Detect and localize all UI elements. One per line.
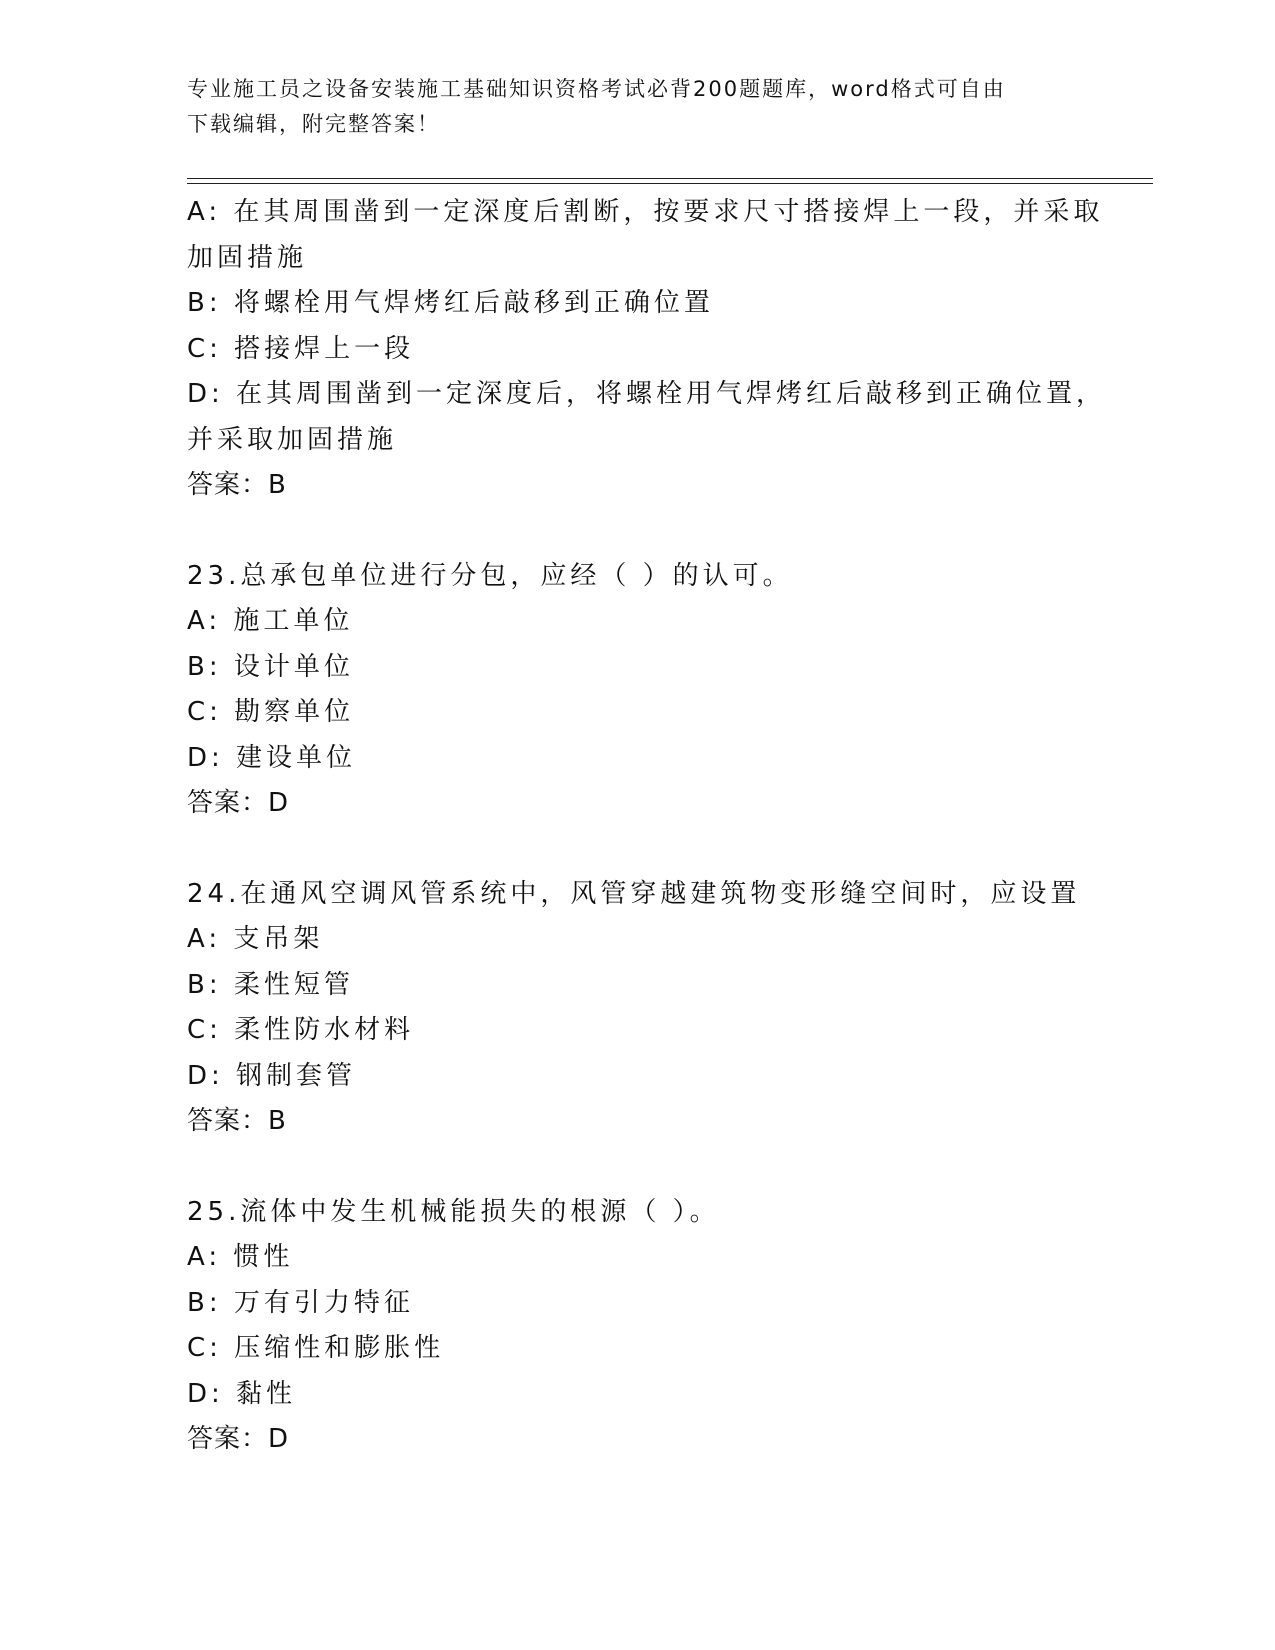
header-divider-top bbox=[187, 178, 1153, 179]
header-divider-bottom bbox=[187, 183, 1153, 184]
header-line-2: 下载编辑，附完整答案！ bbox=[187, 112, 440, 136]
option-b: B: 柔性短管 bbox=[187, 969, 354, 1000]
option-d: D: 黏性 bbox=[187, 1378, 297, 1409]
header-line-1: 专业施工员之设备安装施工基础知识资格考试必背200题题库，word格式可自由 bbox=[187, 77, 1006, 101]
answer: 答案：B bbox=[187, 1106, 287, 1136]
option-a: A: 支吊架 bbox=[187, 924, 324, 954]
spacer bbox=[187, 509, 1087, 554]
option-b: B: 万有引力特征 bbox=[187, 1287, 414, 1318]
question-stem: 25.流体中发生机械能损失的根源（ ）。 bbox=[187, 1196, 720, 1227]
option-a: A: 施工单位 bbox=[187, 606, 354, 636]
option-c: C: 勘察单位 bbox=[187, 697, 355, 727]
option-a-line-2: 加固措施 bbox=[187, 242, 308, 273]
option-c: C: 柔性防水材料 bbox=[187, 1015, 415, 1045]
question-stem: 23.总承包单位进行分包，应经（ ）的认可。 bbox=[187, 560, 793, 591]
answer: 答案：B bbox=[187, 470, 287, 500]
question-block-22 bbox=[187, 190, 1107, 509]
question-block-24 bbox=[187, 872, 1087, 1145]
spacer bbox=[187, 1145, 1087, 1190]
answer: 答案：D bbox=[187, 788, 290, 818]
question-stem: 24.在通风空调风管系统中，风管穿越建筑物变形缝空间时，应设置 bbox=[187, 878, 1081, 909]
option-a-line-1: A: 在其周围凿到一定深度后割断，按要求尺寸搭接焊上一段，并采取 bbox=[187, 197, 1104, 227]
question-block-23 bbox=[187, 554, 1087, 827]
option-d: D: 建设单位 bbox=[187, 742, 357, 773]
option-d: D: 钢制套管 bbox=[187, 1060, 357, 1091]
spacer bbox=[187, 827, 1087, 872]
option-a: A: 惯性 bbox=[187, 1242, 294, 1272]
option-b: B: 将螺栓用气焊烤红后敲移到正确位置 bbox=[187, 288, 714, 318]
option-d-line-1: D: 在其周围凿到一定深度后，将螺栓用气焊烤红后敲移到正确位置， bbox=[187, 379, 1107, 409]
question-content bbox=[187, 190, 1107, 1463]
answer: 答案：D bbox=[187, 1424, 290, 1454]
option-d-line-2: 并采取加固措施 bbox=[187, 424, 398, 455]
option-b: B: 设计单位 bbox=[187, 651, 354, 682]
document-header bbox=[187, 72, 1067, 142]
option-c: C: 搭接焊上一段 bbox=[187, 333, 415, 364]
option-c: C: 压缩性和膨胀性 bbox=[187, 1333, 445, 1363]
question-block-25 bbox=[187, 1190, 1087, 1463]
